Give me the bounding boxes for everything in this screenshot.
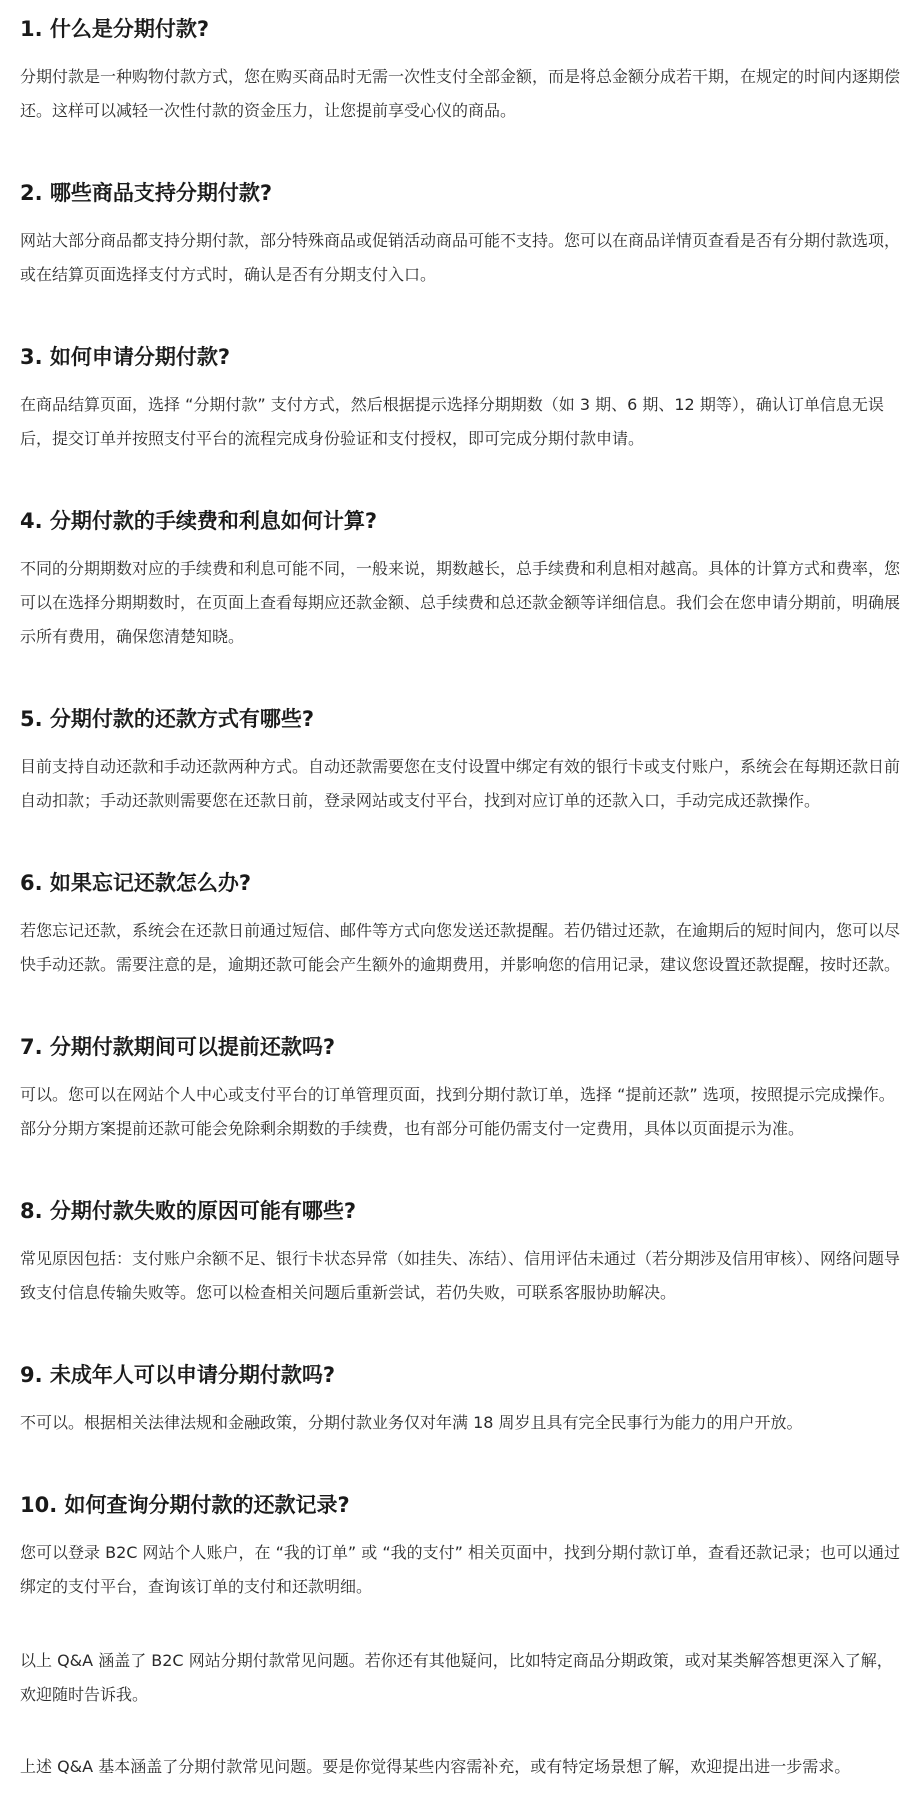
faq-question: 3. 如何申请分期付款?	[20, 345, 231, 369]
faq-item	[20, 504, 900, 654]
faq-item	[20, 176, 900, 292]
faq-item	[20, 702, 900, 818]
faq-answer: 不可以。根据相关法律法规和金融政策，分期付款业务仅对年满 18 周岁且具有完全民事行为能力的用户开放。	[20, 1413, 803, 1432]
faq-item	[20, 1358, 900, 1440]
faq-item	[20, 1194, 900, 1310]
faq-question: 8. 分期付款失败的原因可能有哪些?	[20, 1199, 357, 1223]
faq-question: 1. 什么是分期付款?	[20, 17, 210, 41]
closing-paragraph: 以上 Q&A 涵盖了 B2C 网站分期付款常见问题。若你还有其他疑问，比如特定商品分期政策，或对某类解答想更深入了解，欢迎随时告诉我。	[20, 1651, 893, 1704]
closing-paragraph: 上述 Q&A 基本涵盖了分期付款常见问题。要是你觉得某些内容需补充，或有特定场景想了解，欢迎提出进一步需求。	[20, 1757, 851, 1776]
faq-answer: 不同的分期期数对应的手续费和利息可能不同，一般来说，期数越长，总手续费和利息相对越高。具体的计算方式和费率，您可以在选择分期期数时，在页面上查看每期应还款金额、总手续费和总还款金额等详细信息。我们会在您申请分期前，明确展示所有费用，确保您清楚知晓。	[20, 559, 901, 646]
faq-answer: 若您忘记还款，系统会在还款日前通过短信、邮件等方式向您发送还款提醒。若仍错过还款，在逾期后的短时间内，您可以尽快手动还款。需要注意的是，逾期还款可能会产生额外的逾期费用，并影响您的信用记录，建议您设置还款提醒，按时还款。	[20, 921, 901, 974]
faq-answer: 在商品结算页面，选择 “分期付款” 支付方式，然后根据提示选择分期期数（如 3 期、6 期、12 期等），确认订单信息无误后，提交订单并按照支付平台的流程完成身份验证和支付授权，即可完成分期付款申请。	[20, 395, 884, 448]
faq-item	[20, 1488, 900, 1604]
faq-question: 10. 如何查询分期付款的还款记录?	[20, 1493, 350, 1517]
faq-question: 7. 分期付款期间可以提前还款吗?	[20, 1035, 336, 1059]
faq-answer: 您可以登录 B2C 网站个人账户，在 “我的订单” 或 “我的支付” 相关页面中，找到分期付款订单，查看还款记录；也可以通过绑定的支付平台，查询该订单的支付和还款明细。	[20, 1543, 901, 1596]
faq-item	[20, 1030, 900, 1146]
faq-item	[20, 340, 900, 456]
faq-question: 2. 哪些商品支持分期付款?	[20, 181, 273, 205]
faq-answer: 常见原因包括：支付账户余额不足、银行卡状态异常（如挂失、冻结）、信用评估未通过（若分期涉及信用审核）、网络问题导致支付信息传输失败等。您可以检查相关问题后重新尝试，若仍失败，可联系客服协助解决。	[20, 1249, 901, 1302]
faq-question: 5. 分期付款的还款方式有哪些?	[20, 707, 315, 731]
faq-answer: 网站大部分商品都支持分期付款，部分特殊商品或促销活动商品可能不支持。您可以在商品详情页查看是否有分期付款选项，或在结算页面选择支付方式时，确认是否有分期支付入口。	[20, 231, 901, 284]
faq-question: 6. 如果忘记还款怎么办?	[20, 871, 252, 895]
faq-item	[20, 12, 900, 128]
faq-answer: 可以。您可以在网站个人中心或支付平台的订单管理页面，找到分期付款订单，选择 “提前还款” 选项，按照提示完成操作。部分分期方案提前还款可能会免除剩余期数的手续费，也有部分可能仍需支付一定费用，具体以页面提示为准。	[20, 1085, 895, 1138]
faq-question: 9. 未成年人可以申请分期付款吗?	[20, 1363, 336, 1387]
faq-question: 4. 分期付款的手续费和利息如何计算?	[20, 509, 378, 533]
faq-answer: 目前支持自动还款和手动还款两种方式。自动还款需要您在支付设置中绑定有效的银行卡或支付账户，系统会在每期还款日前自动扣款；手动还款则需要您在还款日前，登录网站或支付平台，找到对应订单的还款入口，手动完成还款操作。	[20, 757, 901, 810]
faq-answer: 分期付款是一种购物付款方式，您在购买商品时无需一次性支付全部金额，而是将总金额分成若干期，在规定的时间内逐期偿还。这样可以减轻一次性付款的资金压力，让您提前享受心仪的商品。	[20, 67, 901, 120]
faq-item	[20, 866, 900, 982]
